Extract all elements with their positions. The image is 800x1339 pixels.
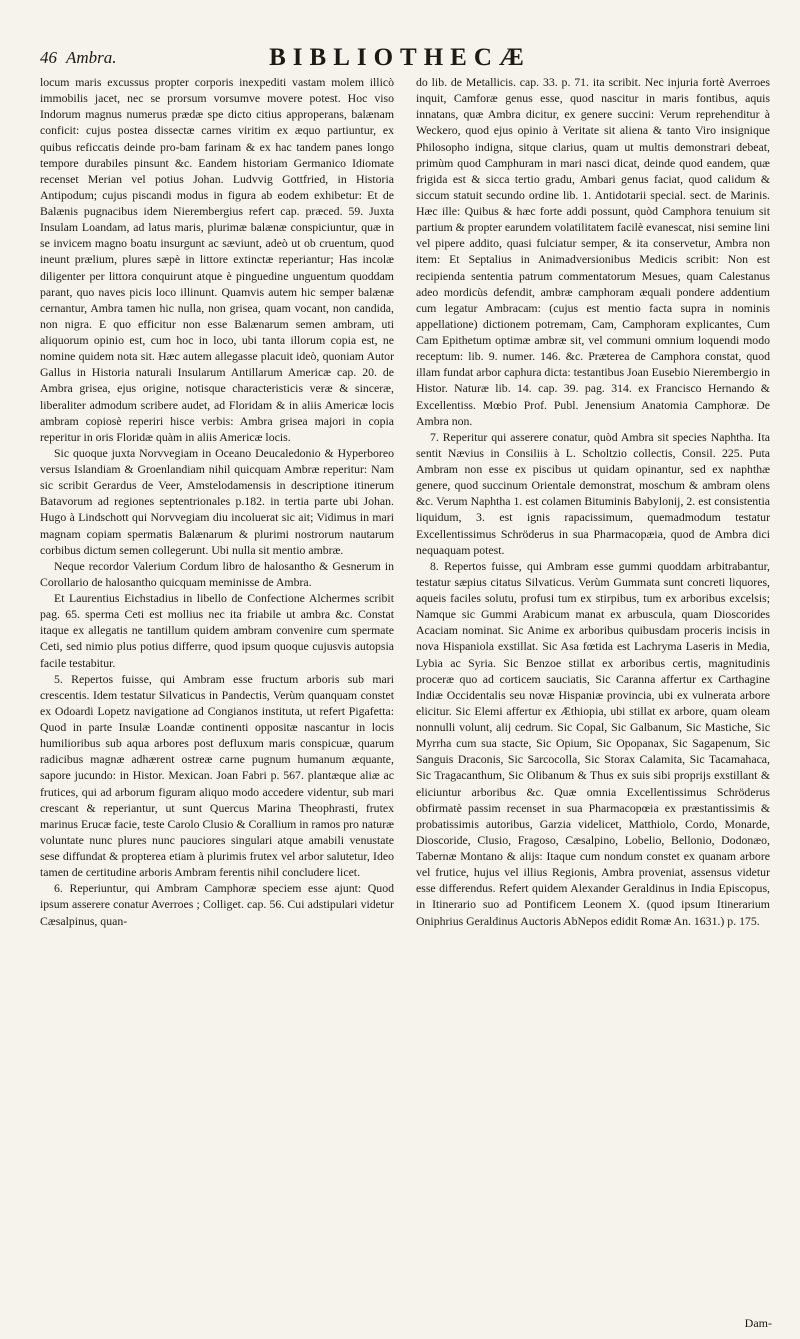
page-number: 46 xyxy=(40,48,57,67)
paragraph: 7. Reperitur qui asserere conatur, quòd Ambra sit species Naphtha. Ita sentit Nævius in Consiliis à L. Scholtzio collectis, Consil. 225. Puta Ambram non esse ex piscibus ut quidam opinantur, sed ex naphthæ genere, quod succinum Orientale demonstrat, moschum & ambram olens &c. Verum Naphtha 1. est colamen Bituminis Babylonij, 2. est consistentia liquidum, 3. est ignis rapacissimum, quemadmodum testatur Excellentissimus Schröderus in sua Pharmacopæia, quod de Ambra dici nequaquam potest. xyxy=(416,429,770,557)
paragraph: Et Laurentius Eichstadius in libello de Confectione Alchermes scribit pag. 65. sperma Ceti est mollius nec ita friabile ut ambra &c. Constat itaque ex allegatis ne tantillum quidem ambram convenire cum spermate Ceti, sed nimio plus potius differre, quod ipsum quoque cujusvis autopsia facile testabitur. xyxy=(40,591,394,670)
paragraph: Neque recordor Valerium Cordum libro de halosantho & Gesnerum in Corollario de halosantho quicquam meminisse de Ambra. xyxy=(40,558,394,589)
left-column xyxy=(40,74,394,1324)
page-title: BIBLIOTHECÆ xyxy=(269,44,531,71)
paragraph: locum maris excussus propter corporis inexpediti vastam molem illicò immobilis jacet, nec se prorsum vorsumve movere potest. Hoc viso Indorum magnus numerus prædæ spe dicto citius approperans, balænam conficit: cujus postea dissectæ carnes viritim ex æquo partiuntur, ex quibus reficcatis deinde pro-bam farinam & ex hac tandem panes longo tempore durabiles pinsunt &c. Eandem historiam Germanico Idiomate recenset Merian vel potius Johan. Ludvvig Gottfried, in Historia Antipodum; cujus piscandi modus in figura ab eodem exhibetur: Et de Balænis pugnacibus idem Nierembergius refert cap. præced. 59. Juxta Insulam Loandam, ad latus maris, plurimæ balænæ conspiciuntur, quæ in se invicem magno boatu insurgunt ac sæviunt, adeò ut ob cruentum, quod ineunt prælium, plures sæpè in littore extinctæ reperiantur; Has incolæ diligenter per littora conquirunt atque è pinguedine unguentum quoddam parant, quo naves picis loco illinunt. Quamvis autem hic semper balænæ cernantur, Ambra tamen hic nulla, non grisea, quam vocant, non candida, non nigra. E quo efficitur non esse Balænarum semen ambram, uti aliquorum opinio est, cum hoc in loco, ubi tanta illorum copia est, ne nomine quidem nota sit. Hæc autem allegasse placuit ideò, quoniam Autor Gallus in Historia naturali Insularum Antillarum Americæ cap. 20. de Ambra grisea, ejus origine, notisque characteristicis veræ & sinceræ, liberaliter admodum scribere audet, ad Floridam & in aliis Americæ locis ambram copiosè reperiri hisce verbis: Ambra grisea majori in copia reperitur in oris Floridæ quàm in aliis Americæ locis. xyxy=(40,75,394,444)
text-columns xyxy=(40,74,770,1324)
paragraph: 8. Repertos fuisse, qui Ambram esse gummi quoddam arbitrabantur, testatur sæpius citatus Silvaticus. Verùm Gummata sunt concreti liquores, aqueis faciles solutu, profusi tum ex stirpibus, tum ex arboribus excelsis; Namque sic Gummi Arabicum manat ex arbuscula, quam Dioscorides Acaciam nominat. Sic Anime ex arboribus quibusdam proceris incisis in nova Hispaniola exstillat. Sic Asa fœtida est Lachryma Laseris in Media, Lybia ac Syria. Sic Benzoe stillat ex arboribus certis, magnitudinis proceræ quo ad corticem sauciatis, Sic Caranna affertur ex Carthagine Indiæ Occidentalis seu novæ Hispaniæ provincia, ubi ex vulnerata arbore elicitur. Sic Elemi affertur ex Æthiopia, ubi stillat ex arbore, quam oleam nonnulli volunt, alij cedrum. Sic Copal, Sic Galbanum, Sic Mastiche, Sic Myrrha cum sua stacte, Sic Opium, Sic Opopanax, Sic Sagapenum, Sic Sanguis Draconis, Sic Sarcocolla, Sic Storax Calamita, Sic Tacamahaca, Sic Tragacanthum, Sic Olibanum & Thus ex suis sibi proprijs exstillant & eliciuntur arboribus &c. Quæ omnia Excellentissimus Schröderus obfirmatè passim recenset in sua Pharmacopœia ex præstantissimis & probatissimis autoribus, Garzia videlicet, Matthiolo, Cordo, Monarde, Dioscoride, Clusio, Fragoso, Cæsalpino, Lobelio, Bellonio, Dodonæo, Tabernæ Montano & alijs: Itaque cum nondum constet ex quanam arbore vel frutice, hujus vel illius Regionis, Ambra proveniat, assensus videtur esse differendus. Refert quidem Alexander Geraldinus in India Episcopus, in Itinerario suo ad Pontificem Leonem X. (quod ipsum Itinerarium Oniphrius Geraldinus Auctoris AbNepos edidit Romæ An. 1631.) p. 175. xyxy=(416,558,770,928)
paragraph: Sic quoque juxta Norvvegiam in Oceano Deucaledonio & Hyperboreo versus Islandiam & Groenlandiam nihil quicquam Ambræ reperitur: Nam sic scribit Gerardus de Veer, Amstelodamensis in descriptione itinerum Batavorum ad regiones septentrionales p.182. in tertia parte ubi Johan. Hugo à Lindschott qui Norvvegiam diu incoluerat sic ait; Vidimus in mari magnam copiam spermatis Balænarum & plurimi nostrorum nautarum corbibus dictum semen collegerunt. Ubi nulla sit mentio ambræ. xyxy=(40,445,394,557)
paragraph: 6. Reperiuntur, qui Ambram Camphoræ speciem esse ajunt: Quod ipsum asserere conatur Averroes ; Colliget. cap. 56. Cui adstipulari videtur Cæsalpinus, quan- xyxy=(40,881,394,928)
running-head: Ambra. xyxy=(66,48,117,67)
right-column xyxy=(416,74,770,1324)
page-header xyxy=(40,44,760,72)
catchword: Dam- xyxy=(744,1316,772,1330)
paragraph: 5. Repertos fuisse, qui Ambram esse fructum arboris sub mari crescentis. Idem testatur Silvaticus in Pandectis, Verùm quanquam constet ex Odoardi Lopetz navigatione ad Congianos instituta, ut refert Pigafetta: Quod in parte Insulæ Loandæ continenti oppositæ nascantur in locis humilioribus sub aqua arbores post defluxum maris conspicuæ, quarum radicibus magnæ adhærent ostreæ carne pugnum humanum æquante, sapore jucundo: in Histor. Mexican. Joan Fabri p. 567. plantæque aliæ ac frutices, qui ad arborum figuram aliquo modo accedere videntur, sub mari crescant & reperiantur, ut sunt Quercus Marina Theophrasti, frutex marinus Erucæ facie, teste Carolo Clusio & Corallium in ramos pro naturæ voluntate nunc plures nunc pauciores singulari atque amabili venustate sese diffundat & propterea etiam à plurimis frutex vel arbor salutetur, Ideo tamen de certitudine arboris Ambram ferentis nihil concludere licet. xyxy=(40,671,394,880)
paragraph: do lib. de Metallicis. cap. 33. p. 71. ita scribit. Nec injuria fortè Averroes inquit, Camforæ genus esse, quod nascitur in maris fontibus, aquis innatans, quæ Ambra dicitur, ex genere succini: Verum reprehenditur à Weckero, quod ejus opinio à Veritate sit aliena & tanto Viro insignique Philosopho indigna, sitque clarius, quam ut multis demonstrari debeat, primùm quod Camphuram in mari nasci dicat, deinde quod eandem, quæ frigida est & sicca tertio gradu, Ambari genus faciat, quod calidum & siccum statuit secundo ordine lib. 1. Antidotarii special. sect. de Marinis. Hæc ille: Quibus & hæc forte addi possunt, quòd Camphora tenuium sit partium & propter earundem volatilitatem facilè evanescat, nisi semine lini vel pipere addito, quasi fulciatur semper, & ita conservetur, Ambra non item: Et Septalius in Animadversionibus Medicis scribit: Non est recipienda sententia patrum commentatorum Mesues, quam Calestanus adeo mordicùs defendit, ambræ camphoram æquali pondere addentium cum legatur Ambracam: (cujus est mentio facta supra in nominis appellatione) dictionem potremam, Cam, Camphoram explicantes, Cum Cam Epithetum optimæ ambræ sit, vel communi omnium loquendi modo receptum: lib. 9. numer. 146. &c. Præterea de Camphora constat, quod illam fundat arbor caphura dicta: testantibus Joan Eusebio Nierembergio in Histor. Naturæ lib. 14. cap. 39. pag. 314. ex Francisco Hernando & Excellentiss. Mœbio Prof. Publ. Jenensium Anatomia Camphoræ. De Ambra non. xyxy=(416,75,770,428)
